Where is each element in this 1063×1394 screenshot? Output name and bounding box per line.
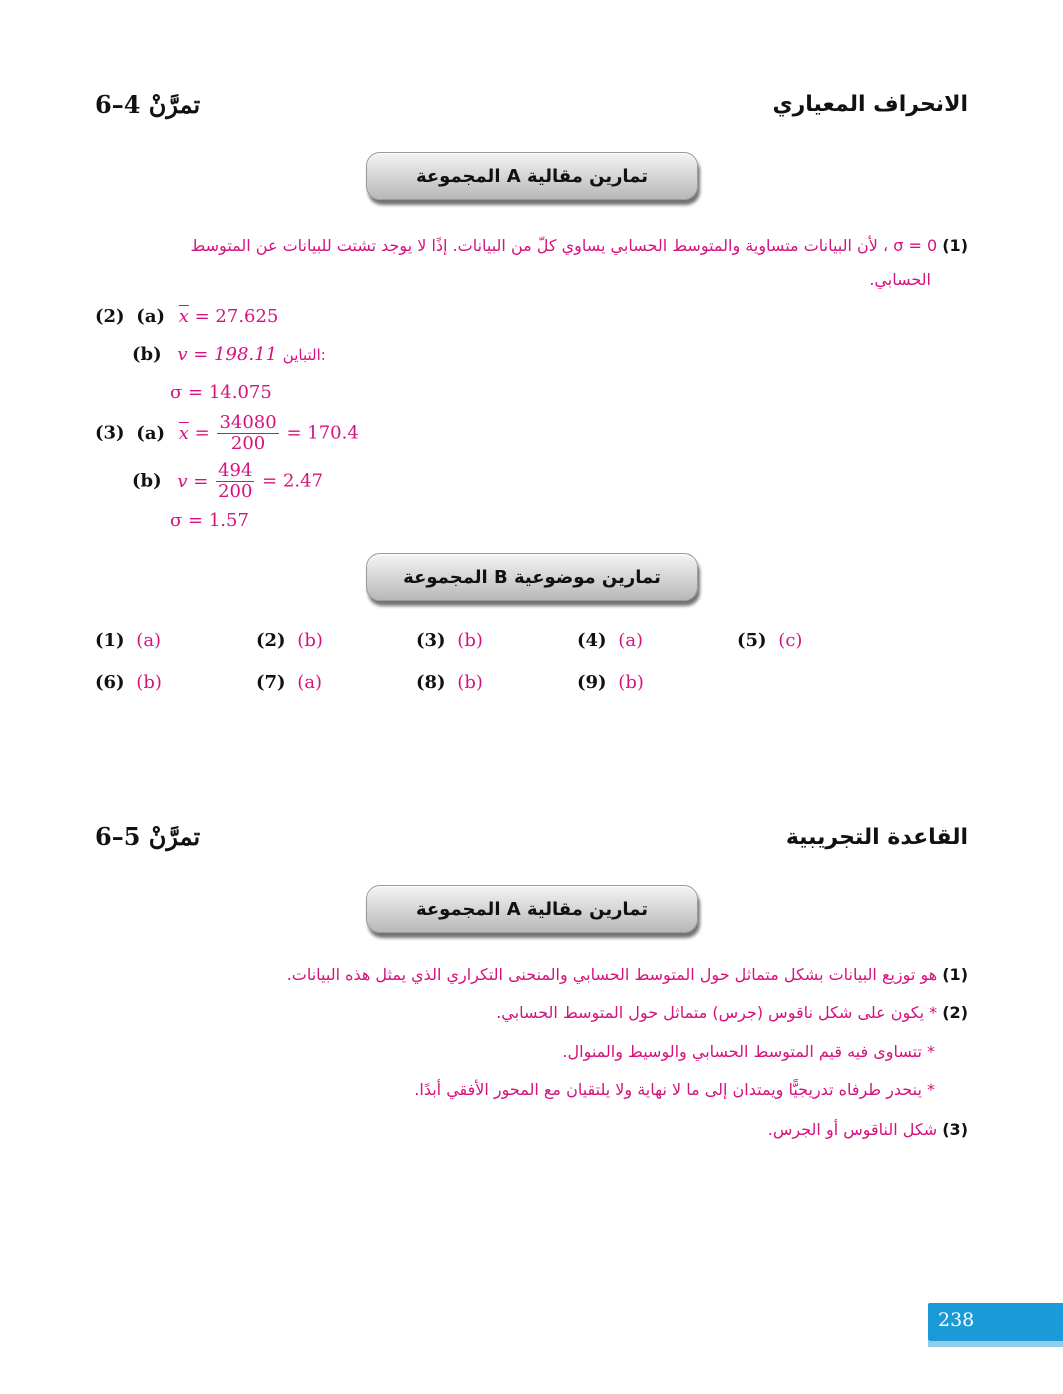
mcq-answer-6 (95, 672, 162, 693)
group-a-banner-label: المجموعة A تمارين مقالية (415, 165, 649, 187)
q3-c-value: σ = 1.57 (170, 510, 249, 531)
exercise-label-6-5: تمرَّنْ 5–6 (95, 822, 201, 851)
group-a-banner-2-label: المجموعة A تمارين مقالية (415, 898, 649, 920)
mcq-answer-9 (577, 672, 644, 693)
mcq-number: (6) (95, 672, 125, 693)
q1-number: (1) (942, 236, 968, 255)
mcq-choice: (c) (778, 630, 803, 651)
mcq-choice: (b) (457, 630, 483, 651)
q2-a-label: (a) (136, 306, 165, 327)
mcq-answer-8 (416, 672, 483, 693)
q2-b-line (132, 344, 326, 365)
s2-q3-text: شكل الناقوس أو الجرس. (767, 1120, 938, 1139)
q3-a-denominator: 200 (230, 433, 266, 454)
q3-b-label: (b) (132, 470, 162, 492)
q2-b-label: (b) (132, 344, 162, 365)
q2-a-lhs: $\overline{x}$ (178, 306, 189, 327)
q2-c-value: σ = 14.075 (170, 382, 272, 403)
q3-b-lhs: v = (177, 470, 209, 492)
q3-b-denominator: 200 (218, 481, 253, 502)
q3-b-rhs: = 2.47 (262, 470, 324, 492)
q3-a-lhs: $\overline{x}$ (178, 422, 189, 444)
group-a-banner-2 (366, 885, 698, 933)
mcq-number: (1) (95, 630, 125, 651)
mcq-choice: (b) (457, 672, 483, 693)
s2-q2-text-line3: * ينحدر طرفاه تدريجيًّا ويمتدان إلى ما لا نهاية ولا يلتقيان مع المحور الأفقي أبدًا. (414, 1080, 935, 1099)
s2-q2-text-line1: * يكون على شكل ناقوس (جرس) متماثل حول المتوسط الحسابي. (496, 1003, 938, 1022)
mcq-answer-4 (577, 630, 643, 651)
q3-a-numerator: 34080 (219, 412, 277, 433)
mcq-choice: (b) (618, 672, 644, 693)
mcq-answer-2 (256, 630, 323, 651)
mcq-choice: (a) (136, 630, 162, 651)
mcq-choice: (b) (136, 672, 162, 693)
s2-q3-number: (3) (942, 1120, 968, 1139)
section-title-standard-deviation: الانحراف المعياري (772, 92, 968, 117)
page-number: 238 (938, 1309, 975, 1331)
q3-a-line: (3) (a) $\overline{x}$ = $\frac{34080}{200}$ = 170.4 (95, 412, 359, 454)
s2-q1-number: (1) (942, 965, 968, 984)
mcq-answer-5 (737, 630, 802, 651)
mcq-choice: (a) (618, 630, 644, 651)
section-title-empirical-rule: القاعدة التجريبية (785, 825, 968, 850)
s2-q3-line (768, 1120, 968, 1139)
s2-q2-text-line2: * تتساوى فيه قيم المتوسط الحسابي والوسيط والمنوال. (562, 1042, 935, 1061)
s2-q1-line (287, 965, 968, 984)
q1-line (190, 236, 968, 255)
s2-q2-number: (2) (942, 1003, 968, 1022)
q3-b-line (132, 462, 323, 501)
page-number-tab (928, 1303, 1063, 1341)
s2-q2-line1 (496, 1003, 968, 1022)
q2-a-line (95, 306, 278, 327)
q2-a-rhs: = 27.625 (194, 306, 279, 327)
q3-a-label: (a) (136, 422, 165, 444)
mcq-number: (7) (256, 672, 286, 693)
q2-b-arabic: التباين: (282, 346, 326, 364)
mcq-number: (2) (256, 630, 286, 651)
mcq-answer-7 (256, 672, 322, 693)
mcq-number: (4) (577, 630, 607, 651)
mcq-answer-3 (416, 630, 483, 651)
q3-a-fraction (217, 414, 278, 453)
q3-number: (3) (95, 422, 125, 444)
group-b-banner-label: المجموعة B تمارين موضوعية (403, 566, 661, 588)
q2-b-value: v = 198.11 (177, 344, 278, 365)
q1-text-line1: σ = 0 ، لأن البيانات متساوية والمتوسط الحسابي يساوي كلّ من البيانات. إذًا لا يوجد تشتت للبيانات عن المتوسط (190, 236, 938, 255)
group-b-banner (366, 553, 698, 601)
q3-b-fraction (216, 462, 254, 501)
exercise-label-6-4: تمرَّنْ 4–6 (95, 90, 201, 119)
mcq-number: (3) (416, 630, 446, 651)
group-a-banner (366, 152, 698, 200)
mcq-number: (9) (577, 672, 607, 693)
mcq-answer-1 (95, 630, 161, 651)
page-tab-shade (928, 1341, 1063, 1347)
q2-number: (2) (95, 306, 125, 327)
q3-a-rhs: = 170.4 (286, 422, 359, 444)
q1-text-line2: الحسابي. (869, 270, 931, 289)
mcq-choice: (b) (297, 630, 323, 651)
q3-b-numerator: 494 (218, 460, 253, 481)
mcq-number: (8) (416, 672, 446, 693)
s2-q1-text: هو توزيع البيانات بشكل متماثل حول المتوسط الحسابي والمنحنى التكراري الذي يمثل هذه البيانات. (286, 965, 938, 984)
mcq-choice: (a) (297, 672, 323, 693)
mcq-number: (5) (737, 630, 767, 651)
